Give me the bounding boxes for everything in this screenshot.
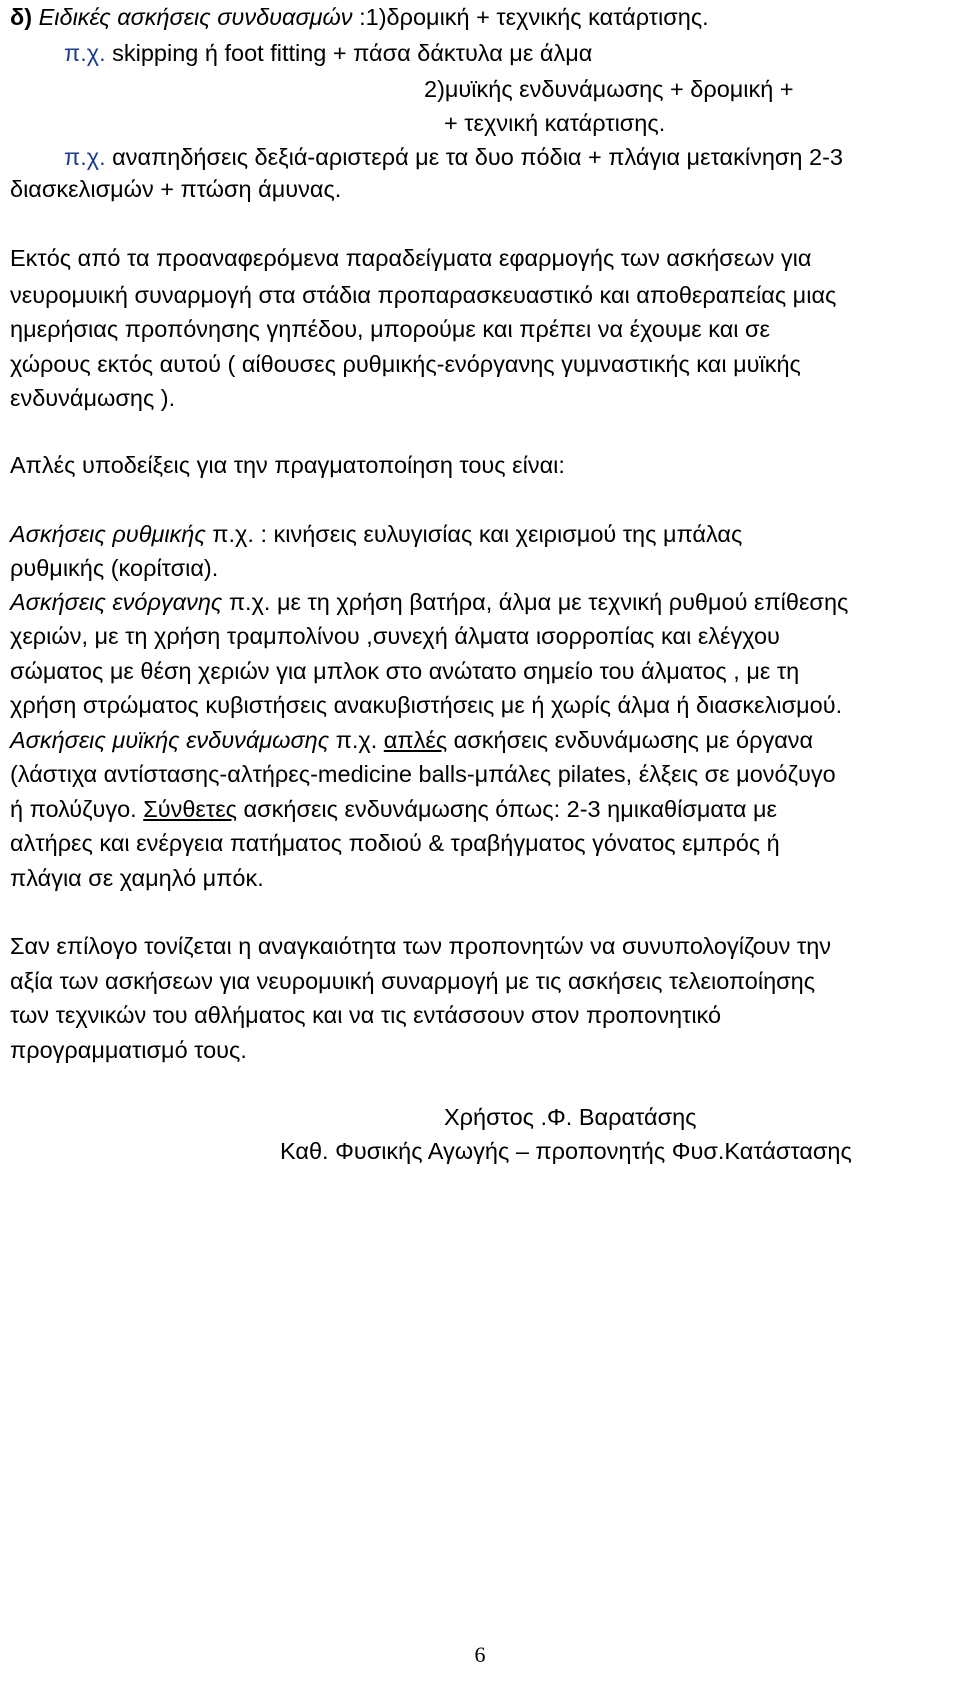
paragraph-1-line: νευρομυική συναρμογή στα στάδια προπαρασκευαστικό και αποθεραπείας μιας [10,282,837,308]
paragraph-1-line: ημερήσιας προπόνησης γηπέδου, μπορούμε και πρέπει να έχουμε και σε [10,316,771,342]
conclusion-line: των τεχνικών του αθλήματος και να τις εντάσσουν στον προπονητικό [10,1002,722,1028]
gymnastic-line-3: σώματος με θέση χεριών για μπλοκ στο ανώτατο σημείο του άλματος , με τη [10,658,800,684]
paragraph-1-line: Εκτός από τα προαναφερόμενα παραδείγματα εφαρμογής των ασκήσεων για [10,245,812,271]
rhythmic-text: π.χ. : κινήσεις ευλυγισίας και χειρισμού της μπάλας [205,521,743,547]
rhythmic-exercises [10,519,742,549]
paragraph-1-line: ενδυνάμωσης ). [10,385,176,411]
signature-role: Καθ. Φυσικής Αγωγής – προπονητής Φυσ.Κατάστασης [280,1138,852,1164]
strength-line-3 [10,794,777,824]
gymnastic-line-4: χρήση στρώματος κυβιστήσεις ανακυβιστήσεις με ή χωρίς άλμα ή διασκελισμού. [10,692,843,718]
gymnastic-line-2: χεριών, με τη χρήση τραμπολίνου ,συνεχή άλματα ισορροπίας και ελέγχου [10,623,780,649]
gymnastic-label: Ασκήσεις ενόργανης [10,589,223,615]
strength-label: Ασκήσεις μυϊκής ενδυνάμωσης [10,727,330,753]
gymnastic-exercises [10,587,848,617]
strength-line-5: πλάγια σε χαμηλό μπόκ. [10,865,264,891]
example-2 [64,142,843,172]
strength-line-3-end: ασκήσεις ενδυνάμωσης όπως: 2-3 ημικαθίσματα με [237,796,778,822]
strength-line-3-start: ή πολύζυγο. [10,796,144,822]
example-text: skipping ή foot fitting + πάσα δάκτυλα με άλμα [105,40,593,66]
section-marker: δ) [10,4,33,30]
example-prefix: π.χ. [64,40,106,66]
section-title-rest: :1)δρομική + τεχνικής κατάρτισης. [352,4,709,30]
simple-word: απλές [383,727,448,753]
tips-intro: Απλές υποδείξεις για την πραγματοποίηση τους είναι: [10,452,565,478]
conclusion-line: αξία των ασκήσεων για νευρομυική συναρμογή με τις ασκήσεις τελειοποίησης [10,968,816,994]
signature-name: Χρήστος .Φ. Βαρατάσης [444,1104,697,1130]
page-number: 6 [474,1642,486,1667]
conclusion-line: προγραμματισμό τους. [10,1037,247,1063]
conclusion-line: Σαν επίλογο τονίζεται η αναγκαιότητα των προπονητών να συνυπολογίζουν την [10,933,832,959]
example-2-line-2: διασκελισμών + πτώση άμυνας. [10,176,342,202]
complex-word: Σύνθετες [143,796,237,822]
paragraph-1-line: χώρους εκτός αυτού ( αίθουσες ρυθμικής-ενόργανης γυμναστικής και μυϊκής [10,351,801,377]
strength-exercises [10,725,813,755]
item-2-line-1: 2)μυϊκής ενδυνάμωσης + δρομική + [424,76,794,102]
example-prefix: π.χ. [64,144,106,170]
rhythmic-label: Ασκήσεις ρυθμικής [10,521,206,547]
strength-prefix: π.χ. [329,727,384,753]
item-2-line-2: + τεχνική κατάρτισης. [444,110,666,136]
strength-line-4: αλτήρες και ενέργεια πατήματος ποδιού & τραβήγματος γόνατος εμπρός ή [10,830,780,856]
example-text: αναπηδήσεις δεξιά-αριστερά με τα δυο πόδια + πλάγια μετακίνηση 2-3 [105,144,843,170]
section-d-heading [10,2,709,32]
section-title: Ειδικές ασκήσεις συνδυασμών [38,4,353,30]
gymnastic-text: π.χ. με τη χρήση βατήρα, άλμα με τεχνική ρυθμού επίθεσης [222,589,849,615]
rhythmic-line-2: ρυθμικής (κορίτσια). [10,555,219,581]
strength-text: ασκήσεις ενδυνάμωσης με όργανα [447,727,814,753]
strength-line-2: (λάστιχα αντίστασης-αλτήρες-medicine balls-μπάλες pilates, έλξεις σε μονόζυγο [10,761,836,787]
example-1 [64,38,592,68]
